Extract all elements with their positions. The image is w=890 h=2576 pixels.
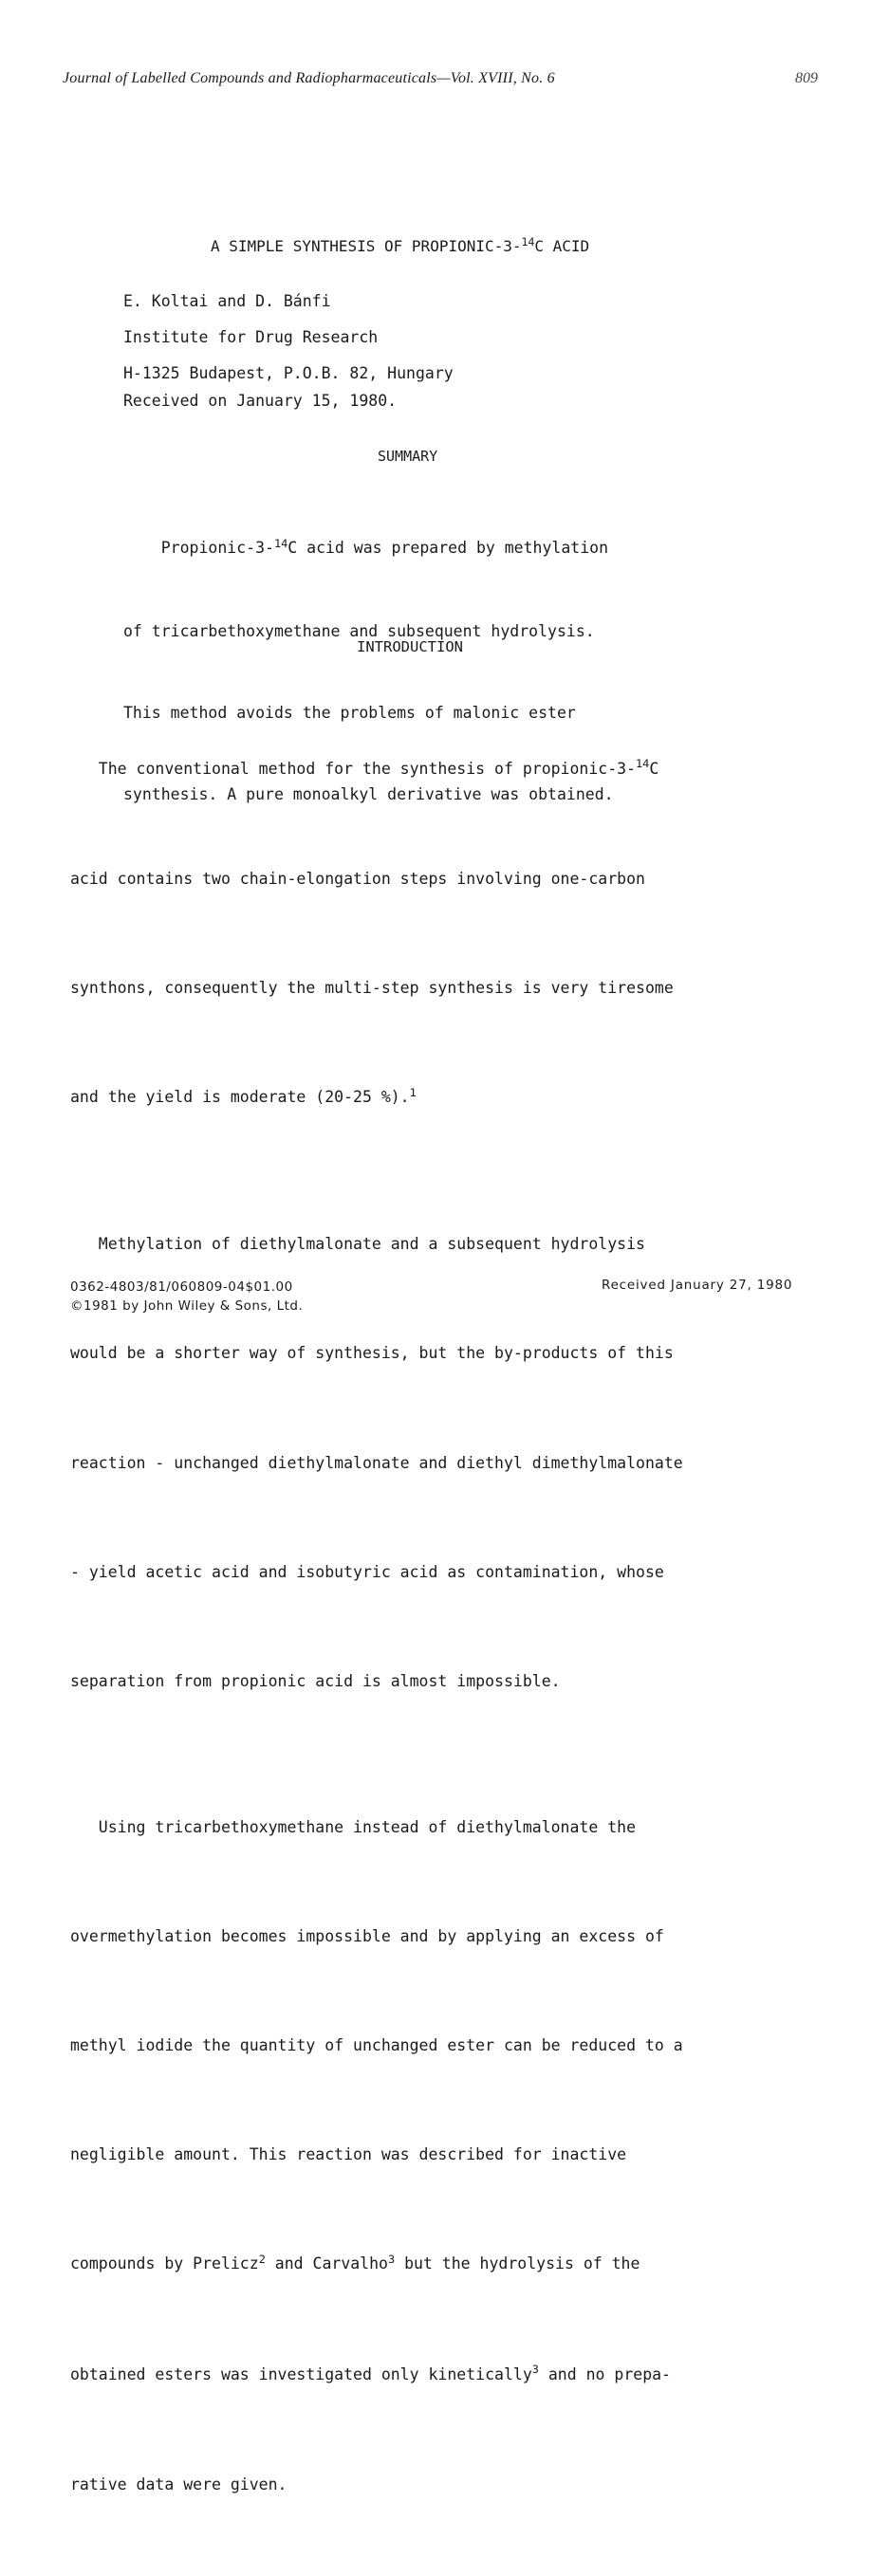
footer-code-copyright — [70, 1278, 303, 1316]
body-line: methyl iodide the quantity of unchanged ester can be reduced to a — [70, 2036, 683, 2055]
summary-line: Propionic-3-$^{14}$C acid was prepared by methylation — [123, 536, 609, 558]
introduction-body — [70, 678, 683, 2576]
summary-heading: SUMMARY — [378, 448, 438, 465]
affiliation-institute: Institute for Drug Research — [123, 328, 379, 346]
body-line: - yield acetic acid and isobutyric acid as contamination, whose — [70, 1562, 664, 1581]
body-line: synthons, consequently the multi-step synthesis is very tiresome — [70, 979, 674, 998]
summary-line: of tricarbethoxymethane and subsequent hydrolysis. — [123, 621, 595, 640]
body-line: Methylation of diethylmalonate and a subsequent hydrolysis — [70, 1235, 645, 1254]
body-line: overmethylation becomes impossible and by applying an excess of — [70, 1926, 664, 1945]
summary-line: synthesis. A pure monoalkyl derivative was obtained. — [123, 784, 614, 803]
body-line: The conventional method for the synthesis of propionic-3-$^{14}$C — [70, 757, 659, 778]
citation-2: 2 — [258, 2252, 266, 2266]
body-line: Using tricarbethoxymethane instead of diethylmalonate the — [70, 1817, 637, 1836]
page-number: 809 — [795, 70, 818, 86]
body-line: reaction - unchanged diethylmalonate and diethyl dimethylmalonate — [70, 1453, 683, 1472]
body-line: negligible amount. This reaction was described for inactive — [70, 2145, 627, 2164]
received-date: Received on January 15, 1980. — [123, 392, 398, 410]
footer-copyright: ©1981 by John Wiley & Sons, Ltd. — [70, 1298, 304, 1314]
authors: E. Koltai and D. Bánfi — [123, 292, 331, 310]
body-line: obtained esters was investigated only kinetically$^3$ and no prepa- — [70, 2363, 671, 2383]
summary-line: This method avoids the problems of malonic ester — [123, 703, 576, 722]
citation-1: 1 — [409, 1085, 417, 1099]
body-line: compounds by Prelicz$^2$ and Carvalho$^3$ but the hydrolysis of the — [70, 2252, 640, 2273]
citation-3: 3 — [531, 2363, 539, 2377]
introduction-heading: INTRODUCTION — [357, 638, 463, 655]
title-superscript: 14 — [521, 234, 535, 248]
affiliation-address: H-1325 Budapest, P.O.B. 82, Hungary — [123, 364, 454, 382]
body-line: would be a shorter way of synthesis, but the by-products of this — [70, 1344, 674, 1363]
footer-code: 0362-4803/81/060809-04$01.00 — [70, 1279, 293, 1295]
citation-3: 3 — [387, 2252, 396, 2266]
running-head: Journal of Labelled Compounds and Radiopharmaceuticals—Vol. XVIII, No. 6 — [63, 70, 555, 86]
body-line: acid contains two chain-elongation steps involving one-carbon — [70, 870, 645, 889]
body-line: and the yield is moderate (20-25 %).$^1$ — [70, 1085, 417, 1107]
body-line: rative data were given. — [70, 2475, 287, 2493]
paper-title: A SIMPLE SYNTHESIS OF PROPIONIC-3-$^{14}$C ACID — [211, 234, 590, 255]
footer-received: Received January 27, 1980 — [602, 1278, 793, 1293]
body-line: separation from propionic acid is almost impossible. — [70, 1671, 561, 1690]
